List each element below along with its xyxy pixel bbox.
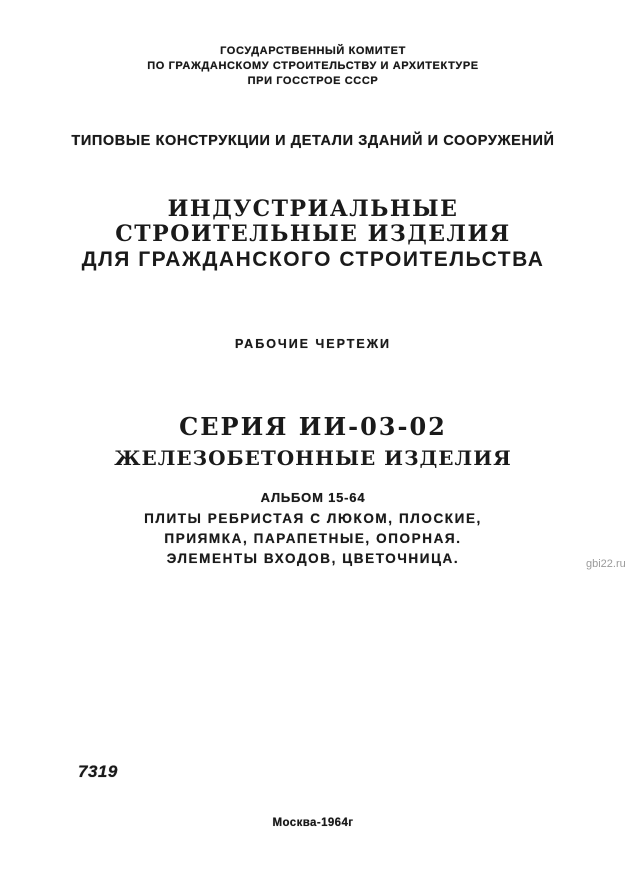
main-title-line-1: ИНДУСТРИАЛЬНЫЕ bbox=[167, 196, 459, 222]
album-contents-line-2: ПРИЯМКА, ПАРАПЕТНЫЕ, ОПОРНАЯ. bbox=[164, 531, 462, 546]
series-name: ЖЕЛЕЗОБЕТОННЫЕ ИЗДЕЛИЯ bbox=[114, 446, 512, 470]
inventory-number: 7319 bbox=[78, 762, 118, 781]
document-family-title: ТИПОВЫЕ КОНСТРУКЦИИ И ДЕТАЛИ ЗДАНИЙ И СООРУЖЕНИЙ bbox=[71, 133, 555, 149]
org-header-line-1: ГОСУДАРСТВЕННЫЙ КОМИТЕТ bbox=[220, 45, 406, 57]
main-title-line-2: СТРОИТЕЛЬНЫЕ ИЗДЕЛИЯ bbox=[115, 221, 511, 247]
album-contents-line-1: ПЛИТЫ РЕБРИСТАЯ С ЛЮКОМ, ПЛОСКИЕ, bbox=[144, 511, 482, 526]
imprint-city-year: Москва-1964г bbox=[272, 817, 354, 829]
org-header-line-2: ПО ГРАЖДАНСКОМУ СТРОИТЕЛЬСТВУ И АРХИТЕКТУРЕ bbox=[147, 60, 479, 72]
subtitle-working-drawings: РАБОЧИЕ ЧЕРТЕЖИ bbox=[234, 337, 392, 351]
site-watermark: gbi22.ru bbox=[586, 558, 626, 570]
series-number: СЕРИЯ ИИ-03-02 bbox=[179, 412, 447, 441]
album-contents bbox=[0, 509, 626, 569]
album-number: АЛЬБОМ 15-64 bbox=[260, 490, 366, 505]
org-header-line-3: ПРИ ГОССТРОЕ СССР bbox=[247, 75, 379, 87]
album-contents-line-3: ЭЛЕМЕНТЫ ВХОДОВ, ЦВЕТОЧНИЦА. bbox=[166, 551, 460, 566]
organization-header bbox=[0, 44, 626, 89]
main-title bbox=[0, 197, 626, 272]
main-title-line-3: ДЛЯ ГРАЖДАНСКОГО СТРОИТЕЛЬСТВА bbox=[81, 248, 545, 271]
